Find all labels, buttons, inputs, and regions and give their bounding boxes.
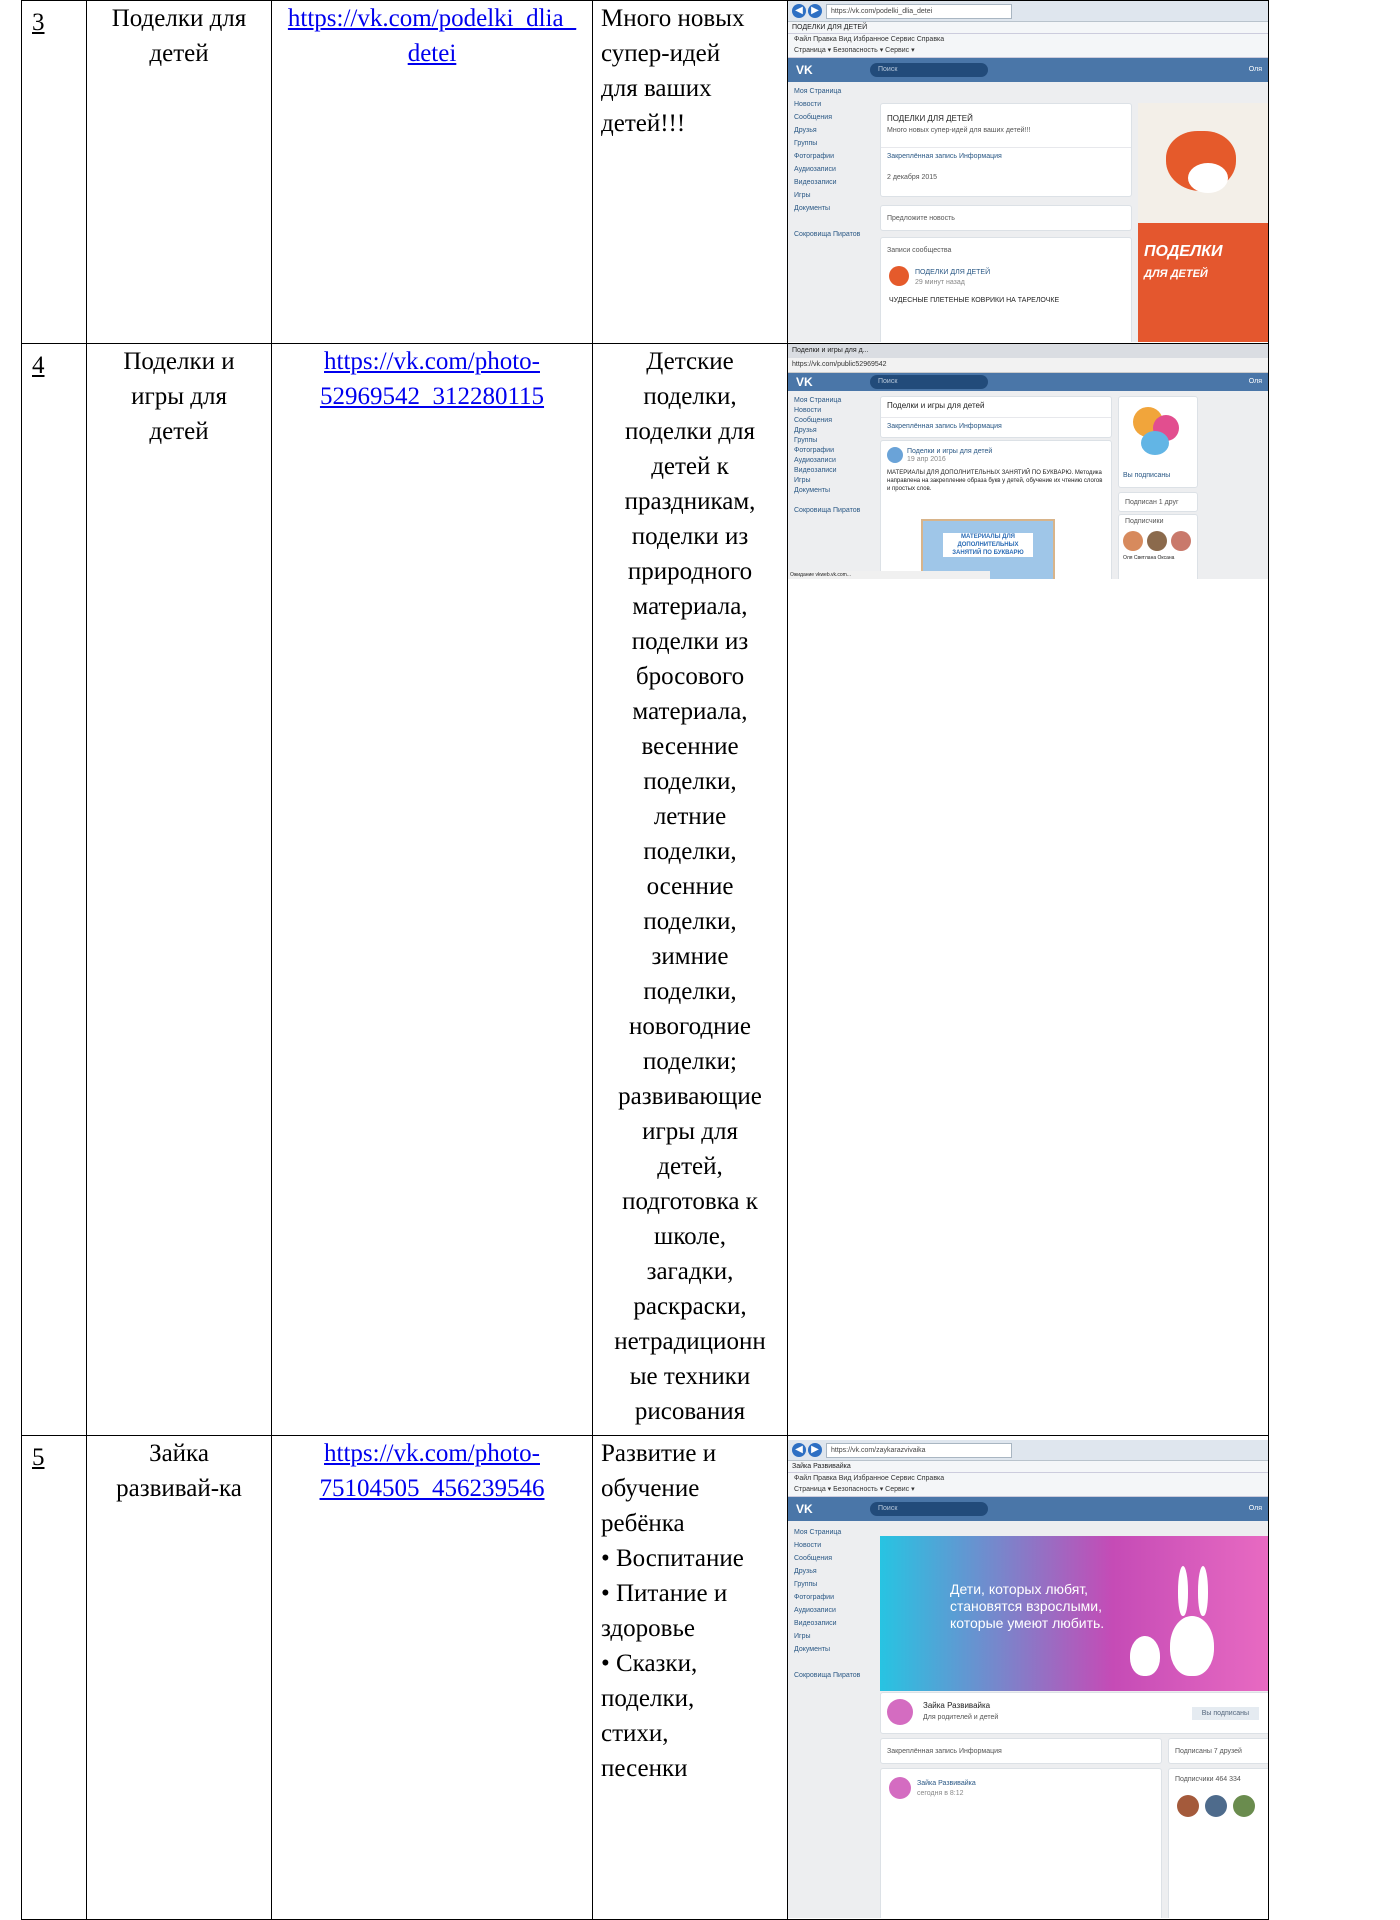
description-line: поделки,	[643, 978, 737, 1005]
vk-user: Оля	[1248, 66, 1262, 73]
banner-line: которые умеют любить.	[950, 1615, 1105, 1631]
group-avatar	[887, 1699, 913, 1725]
group-link-cell	[272, 1, 593, 344]
vk-search: Поиск	[870, 1502, 988, 1516]
description-line: здоровье	[601, 1615, 695, 1642]
browser-toolbar: Страница ▾ Безопасность ▾ Сервис ▾	[788, 45, 1268, 58]
vk-post-author: Поделки и игры для детей	[907, 448, 993, 455]
banner-line: Дети, которых любят,	[950, 1581, 1089, 1597]
description-line: обучение	[601, 1475, 700, 1502]
vk-group-title: Зайка Развивайка	[923, 1701, 991, 1710]
row-number: 3	[32, 9, 45, 36]
description-line: школе,	[653, 1223, 727, 1250]
vk-group-card	[880, 103, 1132, 197]
vk-sidebar-item: Фотографии	[794, 153, 835, 160]
vk-group-card	[880, 396, 1112, 438]
vk-sidebar-item: Друзья	[794, 1568, 817, 1575]
browser-toolbar: Страница ▾ Безопасность ▾ Сервис ▾	[788, 1484, 1268, 1497]
vk-sidebar-item: Игры	[794, 192, 811, 199]
url-field: https://vk.com/public52969542	[788, 358, 1268, 373]
description-line: поделки из	[631, 523, 749, 550]
description-line: весенние	[641, 733, 739, 760]
vk-sidebar-item: Видеозаписи	[794, 179, 837, 186]
vk-group-title: Поделки и игры для детей	[887, 401, 985, 410]
description-lines	[601, 1436, 787, 1786]
subscriber-avatar	[1233, 1795, 1255, 1817]
bunny-ear-icon	[1198, 1566, 1208, 1616]
description-line: поделки,	[643, 838, 737, 865]
vk-sidebar	[794, 85, 870, 241]
cover-text: ДЛЯ ДЕТЕЙ	[1144, 268, 1208, 280]
group-description-cell	[593, 1, 788, 344]
group-link[interactable]	[272, 344, 592, 414]
description-line: праздникам,	[624, 488, 756, 515]
vk-subscribers: Подписчики	[1125, 518, 1164, 525]
subscriber-avatar	[1205, 1795, 1227, 1817]
group-link-line: 75104505_456239546	[319, 1475, 545, 1502]
vk-post-text: МАТЕРИАЛЫ ДЛЯ ДОПОЛНИТЕЛЬНЫХ ЗАНЯТИЙ ПО БУКВАРЮ. Методика направлена на закрепление образа букв у детей, обучение их чтению слогов и простых слов.	[887, 470, 1103, 492]
description-line: поделки,	[643, 383, 737, 410]
vk-header	[788, 1497, 1268, 1521]
description-line: нетрадиционн	[614, 1328, 766, 1355]
description-line: супер-идей	[601, 40, 721, 67]
description-line: для ваших	[601, 75, 712, 102]
url-field: https://vk.com/zaykarazvivaika	[826, 1443, 1012, 1458]
browser-screenshot	[788, 344, 1268, 579]
vk-sidebar-item: Новости	[794, 101, 822, 108]
description-line: природного	[627, 558, 753, 585]
description-line: поделки из	[631, 628, 749, 655]
vk-group-header	[880, 1692, 1268, 1734]
vk-group-status: Для родителей и детей	[923, 1714, 999, 1721]
vk-search: Поиск	[870, 63, 988, 77]
row-number: 5	[32, 1444, 45, 1471]
description-line: поделки для	[625, 418, 755, 445]
description-line: • Питание и	[601, 1580, 728, 1607]
description-line: поделки;	[643, 1048, 737, 1075]
group-avatar	[887, 447, 903, 463]
group-link-line: https://vk.com/photo-	[324, 1440, 540, 1467]
vk-sidebar-item: Новости	[794, 1542, 822, 1549]
vk-sidebar-item: Аудиозаписи	[794, 1607, 836, 1614]
vk-sidebar-item: Друзья	[794, 127, 817, 134]
description-lines	[593, 344, 787, 1429]
description-line: материала,	[632, 698, 748, 725]
description-line: • Воспитание	[601, 1545, 744, 1572]
group-name-line: развивай-ка	[116, 1475, 242, 1502]
resources-table	[21, 0, 1269, 1920]
vk-sidebar-item: Друзья	[794, 427, 817, 434]
vk-post-text: ЧУДЕСНЫЕ ПЛЕТЕНЫЕ КОВРИКИ НА ТАРЕЛОЧКЕ	[889, 297, 1060, 304]
vk-sidebar-item: Группы	[794, 140, 818, 147]
vk-tabs-card	[880, 1738, 1162, 1764]
address-bar	[788, 1, 1268, 22]
subscriber-avatar	[1147, 531, 1167, 551]
group-description-cell	[593, 1436, 788, 1920]
vk-sidebar-item: Видеозаписи	[794, 1620, 837, 1627]
vk-friends: Подписан 1 друг	[1125, 499, 1179, 506]
vk-post-time: 19 апр 2016	[907, 456, 946, 463]
banner-text	[950, 1581, 1104, 1632]
vk-sidebar-item: Игры	[794, 1633, 811, 1640]
group-name-cell	[87, 344, 272, 1436]
screenshot-cell	[788, 1, 1269, 344]
vk-sidebar-item	[794, 496, 870, 506]
description-line: новогодние	[629, 1013, 751, 1040]
description-line: детей,	[657, 1153, 723, 1180]
group-link-line: https://vk.com/podelki_dlia_	[287, 5, 577, 32]
vk-sidebar-item: Моя Страница	[794, 88, 842, 95]
vk-sidebar-item: Сообщения	[794, 1555, 832, 1562]
vk-sidebar	[794, 1526, 870, 1682]
subscribed-button: Вы подписаны	[1123, 472, 1171, 479]
banner-line: становятся взрослыми,	[950, 1598, 1102, 1614]
table-row	[22, 344, 1269, 1436]
description-line: поделки,	[601, 1685, 695, 1712]
vk-logo: VK	[796, 1502, 813, 1516]
description-line: раскраски,	[633, 1293, 747, 1320]
vk-sidebar-item: Фотографии	[794, 447, 835, 454]
group-name-line: детей	[149, 418, 209, 445]
vk-sidebar-item: Группы	[794, 437, 818, 444]
group-name-cell	[87, 1, 272, 344]
row-number: 4	[32, 352, 45, 379]
status-bar: Ожидание vkweb.vk.com...	[788, 571, 990, 579]
group-name-line: Поделки для	[111, 5, 247, 32]
vk-logo: VK	[796, 63, 813, 77]
vk-sidebar-item: Сокровища Пиратов	[794, 1672, 861, 1679]
description-line: поделки,	[643, 768, 737, 795]
vk-sidebar	[794, 396, 870, 516]
group-link-cell	[272, 344, 593, 1436]
description-line: детей!!!	[601, 110, 686, 137]
subscriber-name: Оля	[1123, 555, 1133, 561]
vk-group-status: Много новых супер-идей для ваших детей!!!	[887, 127, 1031, 134]
forward-icon: ▶	[808, 1443, 822, 1457]
vk-sidebar-item: Новости	[794, 407, 822, 414]
description-line: рисования	[634, 1398, 746, 1425]
group-name-cell	[87, 1436, 272, 1920]
subscriber-avatar	[1177, 1795, 1199, 1817]
description-line: Развитие и	[601, 1440, 717, 1467]
description-line: Детские	[646, 348, 734, 375]
group-name-line: детей	[149, 40, 209, 67]
vk-suggest-card	[880, 205, 1132, 231]
group-name-line: игры для	[131, 383, 227, 410]
row-number-cell	[22, 1, 87, 344]
vk-friends-card	[1168, 1738, 1268, 1764]
group-link-line: detei	[407, 40, 457, 67]
screenshot-cell	[788, 344, 1269, 1436]
description-line: зимние	[651, 943, 729, 970]
vk-tabs: Закреплённая запись Информация	[887, 1748, 1002, 1755]
group-link[interactable]	[272, 1436, 592, 1506]
browser-tab: ПОДЕЛКИ ДЛЯ ДЕТЕЙ	[788, 22, 1268, 34]
vk-header	[788, 58, 1268, 82]
vk-post-time: 29 минут назад	[915, 279, 965, 286]
table-row	[22, 1436, 1269, 1920]
vk-sidebar-item: Группы	[794, 1581, 818, 1588]
vk-header	[788, 373, 1268, 391]
vk-sidebar-item: Игры	[794, 477, 811, 484]
subscriber-name: Светлана	[1133, 555, 1157, 561]
vk-post-time: сегодня в 8:12	[917, 1790, 964, 1797]
vk-user: Оля	[1248, 1505, 1262, 1512]
browser-menu: Файл Правка Вид Избранное Сервис Справка	[788, 34, 1268, 45]
group-link-line: 52969542_312280115	[319, 383, 545, 410]
vk-post-author: Зайка Развивайка	[917, 1780, 976, 1787]
subscribed-button: Вы подписаны	[1192, 1707, 1259, 1720]
subscriber-names	[1123, 555, 1195, 561]
description-line: летние	[653, 803, 727, 830]
browser-screenshot	[788, 1, 1268, 342]
back-icon: ◀	[792, 4, 806, 18]
subscriber-name: Оксана	[1157, 555, 1175, 561]
vk-posts-title: Записи сообщества	[887, 247, 952, 254]
vk-posts-card	[880, 237, 1132, 342]
bunny-icon	[1170, 1616, 1214, 1676]
group-cover-image	[1138, 103, 1268, 342]
vk-sidebar-item: Документы	[794, 205, 831, 212]
description-line: ребёнка	[601, 1510, 685, 1537]
vk-subscribers-card	[1118, 514, 1198, 579]
description-line: материала,	[632, 593, 748, 620]
browser-menu: Файл Правка Вид Избранное Сервис Справка	[788, 1473, 1268, 1484]
description-line: ые техники	[629, 1363, 751, 1390]
browser-tab: Зайка Развивайка	[788, 1461, 1268, 1473]
vk-cover-card	[1118, 396, 1198, 488]
vk-post-card	[880, 440, 1112, 579]
group-avatar	[889, 1777, 911, 1799]
description-line: Много новых	[601, 5, 745, 32]
cover-text: ПОДЕЛКИ	[1144, 243, 1223, 260]
vk-date: 2 декабря 2015	[887, 174, 938, 181]
vk-post-author: ПОДЕЛКИ ДЛЯ ДЕТЕЙ	[915, 269, 991, 276]
group-description-cell	[593, 344, 788, 1436]
flower-icon	[1141, 431, 1169, 455]
vk-tabs: Закреплённая запись Информация	[881, 147, 1131, 165]
description-line: загадки,	[646, 1258, 734, 1285]
fox-face-icon	[1188, 163, 1228, 193]
vk-sidebar-item: Документы	[794, 1646, 831, 1653]
description-line: игры для	[642, 1118, 738, 1145]
vk-search: Поиск	[870, 375, 988, 389]
group-link-line: https://vk.com/photo-	[324, 348, 540, 375]
cover-banner	[1138, 223, 1268, 342]
row-number-cell	[22, 344, 87, 1436]
table-row	[22, 1, 1269, 344]
description-line: подготовка к	[622, 1188, 758, 1215]
vk-sidebar-item: Аудиозаписи	[794, 166, 836, 173]
vk-sidebar-item	[794, 1656, 870, 1669]
vk-sidebar-item: Сообщения	[794, 114, 832, 121]
bunny-ear-icon	[1178, 1566, 1188, 1616]
back-icon: ◀	[792, 1443, 806, 1457]
vk-sidebar-item: Сокровища Пиратов	[794, 231, 861, 238]
forward-icon: ▶	[808, 4, 822, 18]
subscriber-avatar	[1123, 531, 1143, 551]
vk-group-title: ПОДЕЛКИ ДЛЯ ДЕТЕЙ	[887, 114, 973, 123]
vk-sidebar-item: Видеозаписи	[794, 467, 837, 474]
vk-tabs: Закреплённая запись Информация	[881, 417, 1111, 435]
description-line: поделки,	[643, 908, 737, 935]
book-cover-text: МАТЕРИАЛЫ ДЛЯ ДОПОЛНИТЕЛЬНЫХ ЗАНЯТИЙ ПО БУКВАРЮ	[943, 533, 1033, 557]
vk-sidebar-item: Документы	[794, 487, 831, 494]
vk-sidebar-item: Аудиозаписи	[794, 457, 836, 464]
description-line: осенние	[646, 873, 734, 900]
subscriber-avatar	[1171, 531, 1191, 551]
group-link[interactable]	[272, 1, 592, 71]
description-line: детей к	[651, 453, 729, 480]
vk-sidebar-item: Фотографии	[794, 1594, 835, 1601]
fox-avatar	[889, 266, 909, 286]
vk-sidebar-item	[794, 215, 870, 228]
description-line: развивающие	[618, 1083, 762, 1110]
vk-suggest: Предложите новость	[887, 215, 955, 222]
bunny-icon	[1130, 1636, 1160, 1676]
vk-subscribers: Подписчики 464 334	[1175, 1776, 1241, 1783]
group-name-line: Зайка	[149, 1440, 209, 1467]
vk-subscribers-card	[1168, 1768, 1268, 1918]
vk-friends: Подписаны 7 друзей	[1175, 1748, 1242, 1755]
browser-screenshot	[788, 1440, 1268, 1918]
vk-post-card	[880, 1768, 1162, 1918]
book-cover-image	[921, 519, 1055, 579]
url-field: https://vk.com/podelki_dlia_detei	[826, 4, 1012, 19]
group-link-cell	[272, 1436, 593, 1920]
description-line: стихи,	[601, 1720, 669, 1747]
row-number-cell	[22, 1436, 87, 1920]
description-line: песенки	[601, 1755, 688, 1782]
vk-sidebar-item: Моя Страница	[794, 397, 842, 404]
group-name-line: Поделки и	[123, 348, 235, 375]
vk-user: Оля	[1248, 378, 1262, 385]
vk-logo: VK	[796, 375, 813, 389]
description-line: • Сказки,	[601, 1650, 698, 1677]
vk-sidebar-item: Моя Страница	[794, 1529, 842, 1536]
address-bar	[788, 1440, 1268, 1461]
description-line: бросового	[635, 663, 745, 690]
screenshot-cell	[788, 1436, 1269, 1920]
vk-sidebar-item: Сокровища Пиратов	[794, 507, 861, 514]
vk-sidebar-item: Сообщения	[794, 417, 832, 424]
vk-friends-card	[1118, 492, 1198, 512]
group-cover-banner	[880, 1536, 1268, 1691]
browser-tab: Поделки и игры для д...	[788, 344, 1268, 358]
